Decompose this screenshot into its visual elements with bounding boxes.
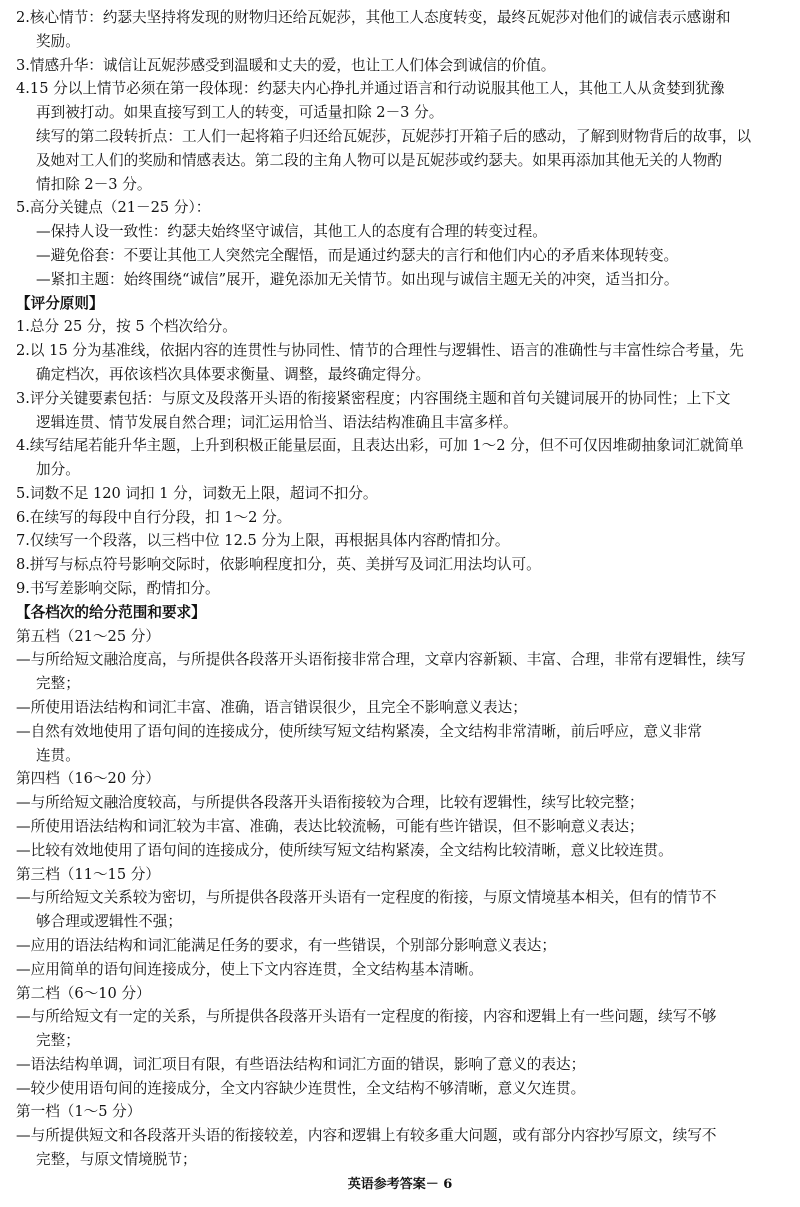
text-line: 连贯。 [36, 746, 80, 764]
text-line: —应用简单的语句间连接成分，使上下文内容连贯，全文结构基本清晰。 [16, 960, 484, 978]
text-line: 1.总分 25 分，按 5 个档次给分。 [16, 318, 237, 336]
text-line: 完整，与原文情境脱节； [36, 1151, 197, 1168]
text-line: —所使用语法结构和词汇较为丰富、准确，表达比较流畅，可能有些许错误，但不影响意义表达； [16, 817, 644, 835]
text-line: —自然有效地使用了语句间的连接成分，使所续写短文结构紧凑，全文结构非常清晰，前后呼应，意义非常 [16, 722, 702, 740]
text-line: 5.高分关键点（21－25 分）： [16, 199, 211, 217]
text-line: 确定档次，再依该档次具体要求衡量、调整，最终确定得分。 [36, 365, 431, 383]
text-line: 2.核心情节：约瑟夫坚持将发现的财物归还给瓦妮莎，其他工人态度转变，最终瓦妮莎对他们的诚信表示感谢和 [16, 9, 731, 26]
text-line: 加分。 [36, 461, 80, 478]
text-line: 及她对工人们的奖励和情感表达。第二段的主角人物可以是瓦妮莎或约瑟夫。如果再添加其他无关的人物酌 [36, 151, 722, 169]
text-line: —紧扣主题：始终围绕“诚信”展开，避免添加无关情节。如出现与诚信主题无关的冲突，适当扣分。 [36, 270, 679, 288]
grade-level-heading: 第二档（6～10 分） [16, 984, 151, 1002]
text-line: —与所给短文关系较为密切，与所提供各段落开头语有一定程度的衔接，与原文情境基本相关，但有的情节不 [16, 889, 717, 907]
grade-level-heading: 第四档（16～20 分） [16, 770, 160, 788]
page-footer: 英语参考答案－ 6 [347, 1177, 453, 1192]
text-line: —与所给短文有一定的关系，与所提供各段落开头语有一定程度的衔接，内容和逻辑上有一些问题，续写不够 [16, 1008, 717, 1026]
text-line: —比较有效地使用了语句间的连接成分，使所续写短文结构紧凑，全文结构比较清晰，意义比较连贯。 [16, 841, 673, 859]
grade-level-heading: 第五档（21～25 分） [16, 627, 160, 645]
text-line: 7.仅续写一个段落，以三档中位 12.5 分为上限，再根据具体内容酌情扣分。 [16, 532, 510, 550]
text-line: —保持人设一致性：约瑟夫始终坚守诚信，其他工人的态度有合理的转变过程。 [36, 223, 547, 241]
text-line: 8.拼写与标点符号影响交际时，依影响程度扣分，英、美拼写及词汇用法均认可。 [16, 556, 541, 574]
text-line: —与所给短文融洽度较高，与所提供各段落开头语衔接较为合理，比较有逻辑性，续写比较完整； [16, 794, 644, 812]
text-line: 9.书写差影响交际，酌情扣分。 [16, 580, 220, 597]
text-line: 奖励。 [36, 32, 80, 50]
text-line: —所使用语法结构和词汇丰富、准确，语言错误很少，且完全不影响意义表达； [16, 699, 527, 716]
text-line: 6.在续写的每段中自行分段，扣 1～2 分。 [16, 508, 292, 526]
text-line: —与所提供短文和各段落开头语的衔接较差，内容和逻辑上有较多重大问题，或有部分内容抄写原文，续写不 [16, 1127, 717, 1145]
section-heading: 【评分原则】 [16, 294, 104, 312]
text-line: —应用的语法结构和词汇能满足任务的要求，有一些错误，个别部分影响意义表达； [16, 936, 556, 954]
text-line: 3.评分关键要素包括：与原文及段落开头语的衔接紧密程度；内容围绕主题和首句关键词展开的协同性；上下文 [16, 389, 731, 407]
text-line: —与所给短文融洽度高，与所提供各段落开头语衔接非常合理，文章内容新颖、丰富、合理，非常有逻辑性，续写 [16, 651, 746, 669]
text-line: —语法结构单调，词汇项目有限，有些语法结构和词汇方面的错误，影响了意义的表达； [16, 1055, 586, 1073]
text-line: 5.词数不足 120 词扣 1 分，词数无上限，超词不扣分。 [16, 484, 378, 502]
text-line: 3.情感升华：诚信让瓦妮莎感受到温暖和丈夫的爱，也让工人们体会到诚信的价值。 [16, 56, 556, 74]
text-line: 完整； [36, 675, 80, 693]
grade-level-heading: 第一档（1～5 分） [16, 1103, 142, 1121]
text-line: 4.续写结尾若能升华主题，上升到积极正能量层面，且表达出彩，可加 1～2 分，但不可仅因堆砌抽象词汇就简单 [16, 437, 744, 455]
section-heading: 【各档次的给分范围和要求】 [16, 603, 206, 621]
text-line: 逻辑连贯、情节发展自然合理；词汇运用恰当、语法结构准确且丰富多样。 [36, 413, 518, 431]
text-line: 情扣除 2－3 分。 [36, 175, 152, 193]
text-line: 完整； [36, 1032, 80, 1049]
text-line: —较少使用语句间的连接成分，全文内容缺少连贯性，全文结构不够清晰，意义欠连贯。 [16, 1079, 586, 1097]
text-line: 2.以 15 分为基准线，依据内容的连贯性与协同性、情节的合理性与逻辑性、语言的准确性与丰富性综合考量，先 [16, 342, 744, 360]
text-line: —避免俗套：不要让其他工人突然完全醒悟，而是通过约瑟夫的言行和他们内心的矛盾来体现转变。 [36, 246, 679, 264]
text-line: 再到被打动。如果直接写到工人的转变，可适量扣除 2－3 分。 [36, 104, 444, 122]
text-line: 4.15 分以上情节必须在第一段体现：约瑟夫内心挣扎并通过语言和行动说服其他工人，其他工人从贪婪到犹豫 [16, 80, 725, 98]
text-line: 够合理或逻辑性不强； [36, 913, 182, 931]
text-line: 续写的第二段转折点：工人们一起将箱子归还给瓦妮莎，瓦妮莎打开箱子后的感动，了解到财物背后的故事，以 [36, 128, 752, 145]
grade-level-heading: 第三档（11～15 分） [16, 865, 160, 883]
